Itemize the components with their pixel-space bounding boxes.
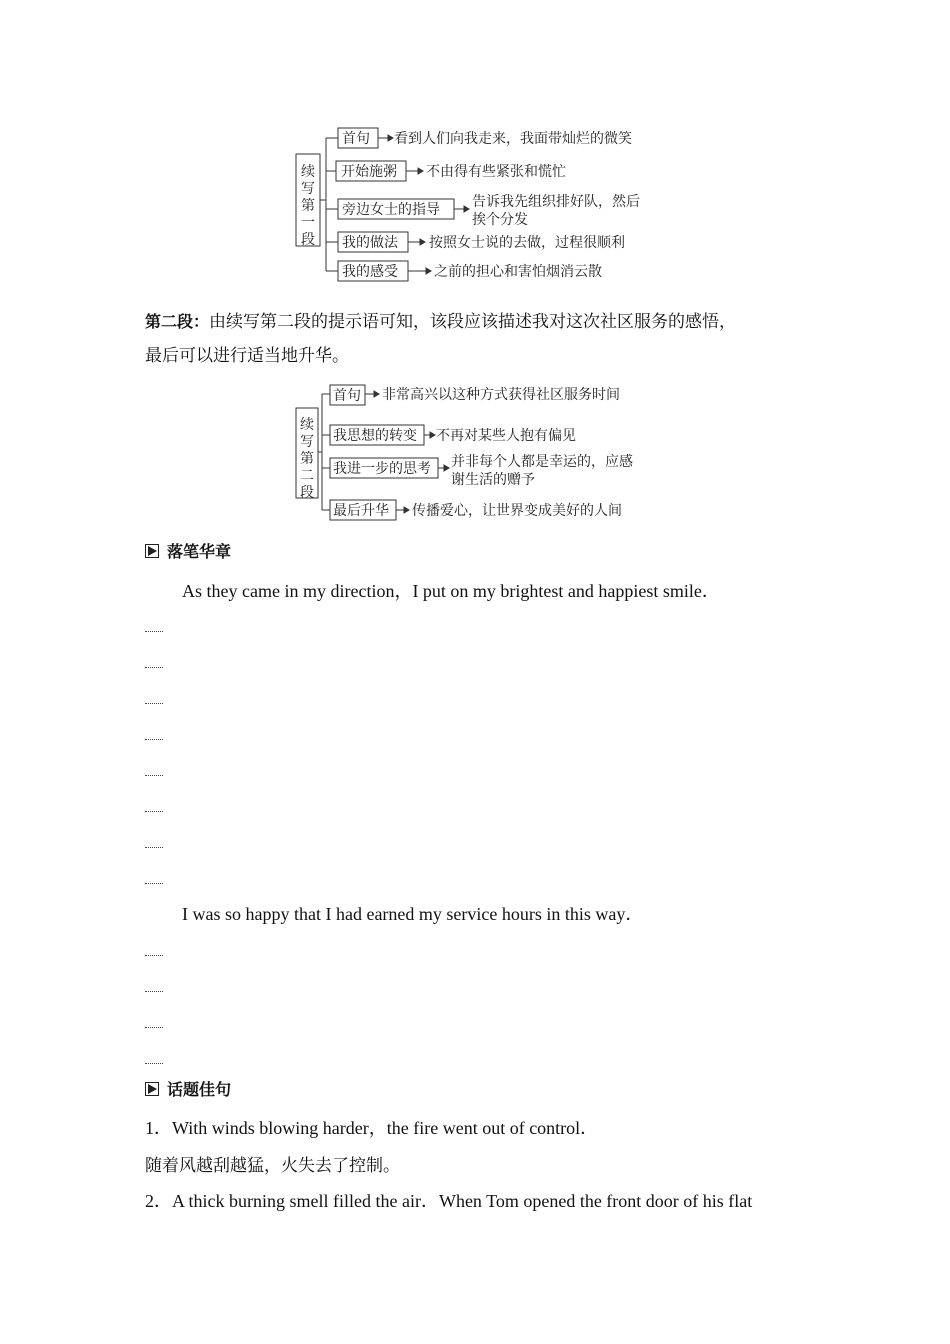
diagram-description: 谢生活的赠予 [451, 472, 535, 488]
play-triangle-icon [145, 544, 159, 558]
arrow-icon [365, 391, 449, 513]
section-heading [145, 1077, 231, 1100]
diagram-description: 告诉我先组织排好队，然后 [472, 194, 640, 210]
example-item-1 [145, 1114, 598, 1140]
diagram-box-label: 最后升华 [333, 503, 389, 519]
diagram-box-label: 我的做法 [342, 235, 398, 251]
diagram-box-label: 我的感受 [342, 264, 398, 280]
intro-text: 由续写第二段的提示语可知，该段应该描述我对这次社区服务的感悟， [209, 312, 737, 332]
diagram-box-label: 旁边女士的指导 [342, 202, 440, 218]
diagram-label-char: 写 [300, 434, 314, 450]
diagram-box-label: 首句 [333, 388, 361, 404]
example-item-2 [145, 1187, 752, 1213]
intro-line-2: 最后可以进行适当地升华。 [145, 346, 349, 366]
item-number: 2． [145, 1191, 172, 1211]
diagram-label-char: 段 [300, 485, 314, 501]
paragraph-label: 第二段： [145, 312, 210, 331]
blank-writing-line [145, 1063, 163, 1064]
item-number: 1． [145, 1118, 172, 1138]
section-title: 话题佳句 [167, 1080, 232, 1099]
diagram-description: 不由得有些紧张和慌忙 [426, 164, 566, 180]
diagram-description: 并非每个人都是幸运的，应感 [451, 454, 633, 470]
diagram-description: 看到人们向我走来，我面带灿烂的微笑 [394, 131, 632, 147]
blank-writing-line [145, 991, 163, 992]
model-sentence: I was so happy that I had earned my service hours in this way． [182, 904, 644, 924]
blank-writing-line [145, 775, 163, 776]
item-english: With winds blowing harder，the fire went out of control． [172, 1118, 599, 1138]
diagram-label-char: 一 [301, 215, 315, 231]
play-triangle-icon [145, 1082, 159, 1096]
diagram-label-char: 段 [301, 232, 315, 248]
diagram-description: 非常高兴以这种方式获得社区服务时间 [382, 387, 620, 403]
diagram-box-label: 我思想的转变 [333, 428, 417, 444]
blank-writing-line [145, 955, 163, 956]
diagram-box-label: 开始施粥 [341, 164, 397, 180]
section-heading [145, 539, 231, 562]
diagram-label-char: 续 [301, 164, 315, 180]
section-title: 落笔华章 [167, 542, 232, 561]
diagram-label-char: 二 [300, 468, 314, 484]
diagram-description: 挨个分发 [472, 212, 528, 228]
diagram-label-char: 第 [300, 451, 314, 467]
diagram-box-label: 我进一步的思考 [333, 461, 431, 477]
item-chinese: 随着风越刮越猛，火失去了控制。 [145, 1156, 400, 1176]
diagram-description: 不再对某些人抱有偏见 [436, 428, 576, 444]
blank-writing-line [145, 667, 163, 668]
diagram-description: 传播爱心，让世界变成美好的人间 [412, 503, 622, 519]
diagram-label-char: 写 [301, 181, 315, 197]
diagram-description: 按照女士说的去做，过程很顺利 [429, 235, 625, 251]
diagram-label-char: 续 [300, 417, 314, 433]
diagram-label-char: 第 [301, 198, 315, 214]
blank-writing-line [145, 883, 163, 884]
blank-writing-line [145, 631, 163, 632]
blank-writing-line [145, 739, 163, 740]
blank-writing-line [145, 1027, 163, 1028]
blank-writing-line [145, 847, 163, 848]
blank-writing-line [145, 811, 163, 812]
blank-writing-line [145, 703, 163, 704]
mind-map-paragraph-two [0, 0, 950, 540]
item-english: A thick burning smell filled the air．When Tom opened the front door of his flat [172, 1191, 753, 1211]
diagram-box-label: 首句 [342, 131, 370, 147]
diagram-description: 之前的担心和害怕烟消云散 [434, 264, 602, 280]
model-sentence: As they came in my direction，I put on my brightest and happiest smile． [182, 581, 720, 601]
